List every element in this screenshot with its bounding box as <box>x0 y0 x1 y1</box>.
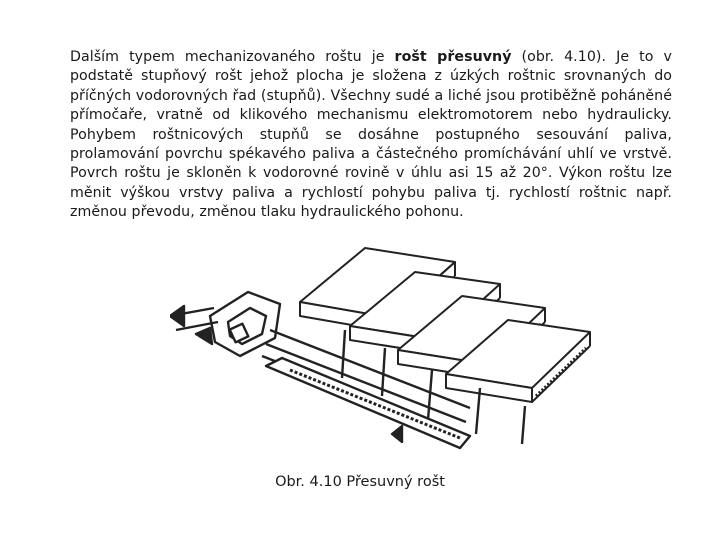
paragraph-term: rošt přesuvný <box>394 49 512 65</box>
grate-illustration <box>170 238 610 458</box>
paragraph-rest: (obr. 4.10). Je to v podstatě stupňový rošt jehož plocha je složena z úzkých roštnic srovnaných do příčných vodorovných řad (stupňů). Všechny sudé a liché jsou protiběžně poháněné přímočaře, vratně od klikového mechanismu elektromotorem nebo hydraulicky. Pohybem roštnicových stupňů se dosáhne postupného sesouvání paliva, prolamování povrchu spékavého paliva a částečného promíchávání uhlí ve vrstvě. Povrch roštu je skloněn k vodorovné rovině v úhlu asi 15 až 20°. Výkon roštu lze měnit výškou vrstvy paliva a rychlostí pohybu paliva tj. rychlostí roštnic např. změnou převodu, změnou tlaku hydraulického pohonu. <box>70 49 672 221</box>
figure-caption: Obr. 4.10 Přesuvný rošt <box>275 474 445 490</box>
body-paragraph <box>70 48 672 223</box>
paragraph-intro: Dalším typem mechanizovaného roštu je <box>70 49 395 65</box>
